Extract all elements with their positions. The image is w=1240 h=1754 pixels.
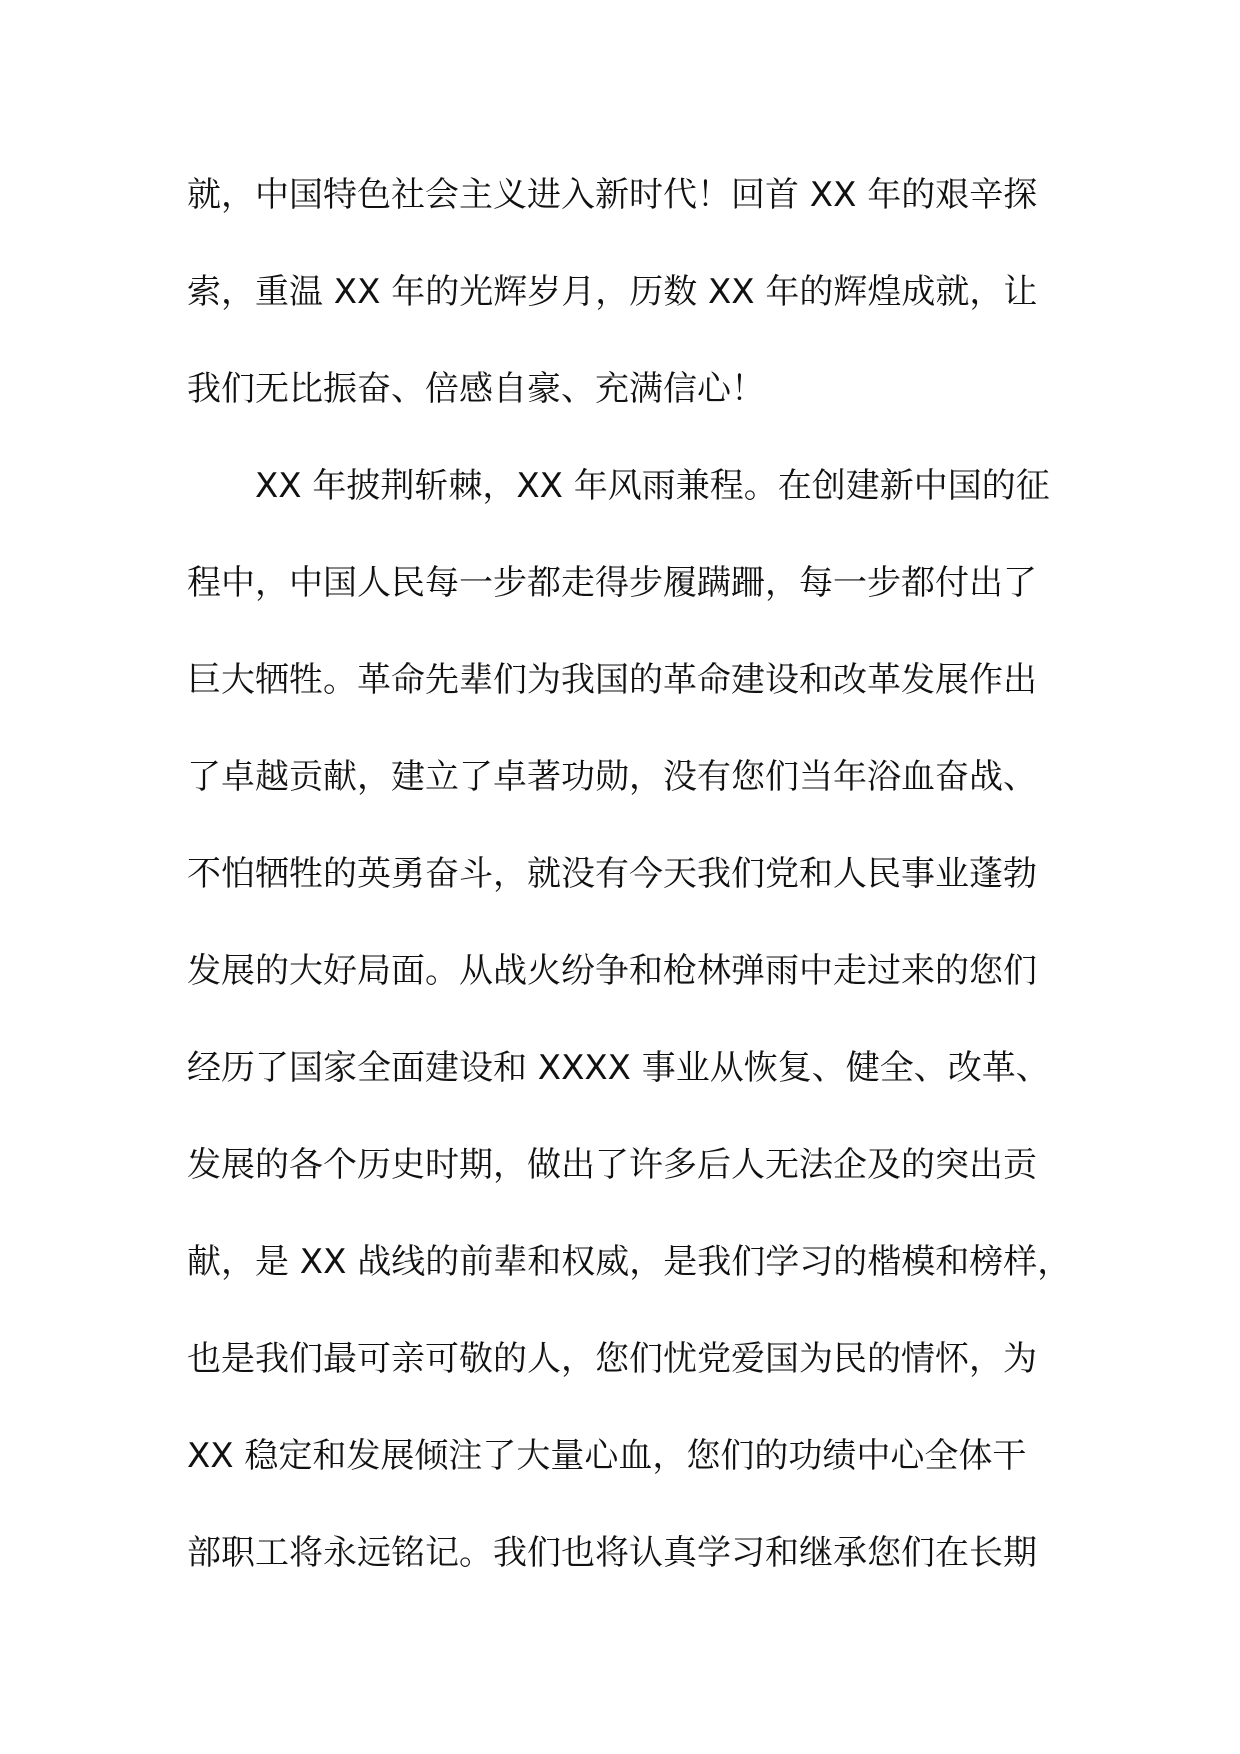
text-line: 献，是 XX 战线的前辈和权威，是我们学习的楷模和榜样， <box>187 1242 1072 1282</box>
text-line: 了卓越贡献，建立了卓著功勋，没有您们当年浴血奋战、 <box>187 757 1037 797</box>
text-line: 巨大牺牲。革命先辈们为我国的革命建设和改革发展作出 <box>187 660 1037 700</box>
text-line: 索，重温 XX 年的光辉岁月，历数 XX 年的辉煌成就，让 <box>187 272 1038 312</box>
paragraph-start-line: XX 年披荆斩棘，XX 年风雨兼程。在创建新中国的征 <box>255 466 1050 506</box>
text-line: 经历了国家全面建设和 XXXX 事业从恢复、健全、改革、 <box>187 1048 1050 1088</box>
text-line: 也是我们最可亲可敬的人，您们忧党爱国为民的情怀，为 <box>187 1339 1037 1379</box>
text-line: 就，中国特色社会主义进入新时代！回首 XX 年的艰辛探 <box>187 175 1038 215</box>
text-line: 我们无比振奋、倍感自豪、充满信心！ <box>187 369 765 409</box>
text-line: 部职工将永远铭记。我们也将认真学习和继承您们在长期 <box>187 1533 1037 1573</box>
text-line: 程中，中国人民每一步都走得步履蹒跚，每一步都付出了 <box>187 563 1037 603</box>
text-line: XX 稳定和发展倾注了大量心血，您们的功绩中心全体干 <box>187 1436 1027 1476</box>
text-line: 不怕牺牲的英勇奋斗，就没有今天我们党和人民事业蓬勃 <box>187 854 1037 894</box>
text-line: 发展的大好局面。从战火纷争和枪林弹雨中走过来的您们 <box>187 951 1037 991</box>
text-line: 发展的各个历史时期，做出了许多后人无法企及的突出贡 <box>187 1145 1037 1185</box>
